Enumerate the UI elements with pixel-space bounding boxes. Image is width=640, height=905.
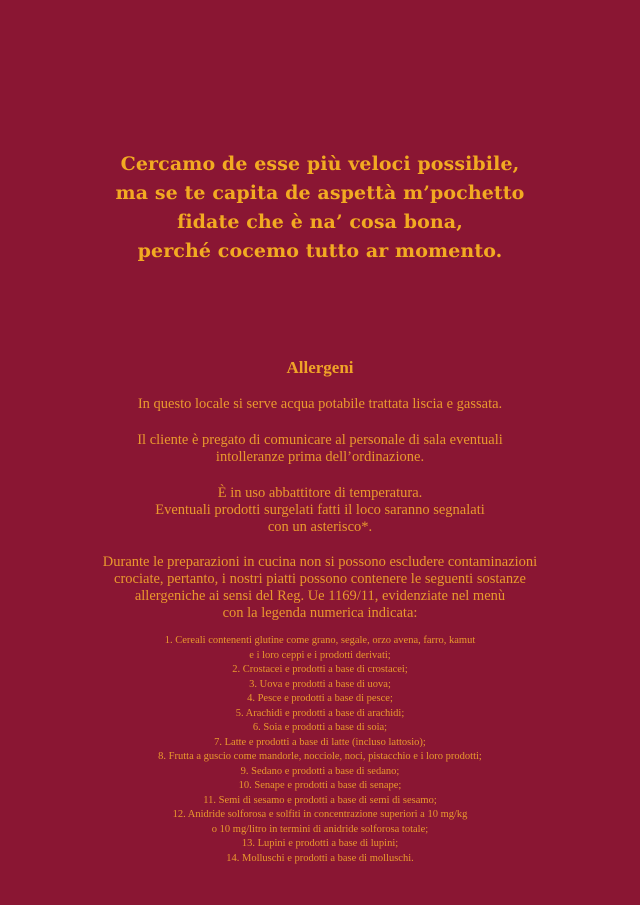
allergen-legend bbox=[0, 634, 640, 866]
legend-item: e i loro ceppi e i prodotti derivati; bbox=[249, 649, 391, 661]
text-line: In questo locale si serve acqua potabile trattata liscia e gassata. bbox=[137, 396, 503, 412]
intolerance-notice bbox=[0, 432, 640, 466]
legend-item: 10. Senape e prodotti a base di senape; bbox=[238, 780, 402, 791]
water-notice bbox=[0, 396, 640, 413]
text-line: intolleranze prima dell’ordinazione. bbox=[215, 449, 425, 465]
slogan-line: fidate che è na’ cosa bona, bbox=[177, 211, 463, 233]
slogan-line: ma se te capita de aspettà m’pochetto bbox=[115, 182, 525, 204]
legend-item: 2. Crostacei e prodotti a base di crostacei; bbox=[232, 664, 408, 675]
text-line: con un asterisco*. bbox=[267, 519, 373, 535]
legend-item: 8. Frutta a guscio come mandorle, nocciole, noci, pistacchio e i loro prodotti; bbox=[158, 751, 482, 762]
legend-item: 5. Arachidi e prodotti a base di arachidi; bbox=[235, 707, 405, 719]
legend-item: 12. Anidride solforosa e solfiti in concentrazione superiori a 10 mg/kg bbox=[172, 809, 468, 820]
allergens-title: Allergeni bbox=[286, 358, 354, 377]
legend-item: 4. Pesce e prodotti a base di pesce; bbox=[247, 693, 393, 704]
freezer-notice bbox=[0, 485, 640, 536]
slogan-line: perché cocemo tutto ar momento. bbox=[137, 240, 503, 262]
text-line: crociate, pertanto, i nostri piatti possono contenere le seguenti sostanze bbox=[114, 571, 526, 587]
slogan bbox=[0, 150, 640, 266]
slogan-line: Cercamo de esse più veloci possibile, bbox=[120, 153, 520, 175]
legend-item: 9. Sedano e prodotti a base di sedano; bbox=[240, 765, 400, 777]
legend-item: 3. Uova e prodotti a base di uova; bbox=[249, 678, 391, 690]
text-line: allergeniche ai sensi del Reg. Ue 1169/11, evidenziate nel menù bbox=[134, 588, 506, 604]
legend-item: 1. Cereali contenenti glutine come grano, segale, orzo avena, farro, kamut bbox=[164, 635, 476, 646]
legend-item: 13. Lupini e prodotti a base di lupini; bbox=[241, 838, 399, 849]
text-line: Durante le preparazioni in cucina non si possono escludere contaminazioni bbox=[102, 554, 538, 570]
contamination-notice bbox=[0, 554, 640, 622]
text-line: Eventuali prodotti surgelati fatti il loco saranno segnalati bbox=[155, 502, 485, 518]
text-line: Il cliente è pregato di comunicare al personale di sala eventuali bbox=[137, 432, 503, 448]
legend-item: 14. Molluschi e prodotti a base di molluschi. bbox=[226, 852, 414, 864]
legend-item: 11. Semi di sesamo e prodotti a base di semi di sesamo; bbox=[203, 794, 437, 806]
legend-item: 7. Latte e prodotti a base di latte (incluso lattosio); bbox=[214, 736, 426, 748]
legend-item: 6. Soia e prodotti a base di soia; bbox=[252, 722, 388, 733]
legend-item: o 10 mg/litro in termini di anidride solforosa totale; bbox=[211, 823, 429, 835]
text-line: con la legenda numerica indicata: bbox=[222, 605, 418, 621]
text-line: È in uso abbattitore di temperatura. bbox=[217, 485, 423, 501]
